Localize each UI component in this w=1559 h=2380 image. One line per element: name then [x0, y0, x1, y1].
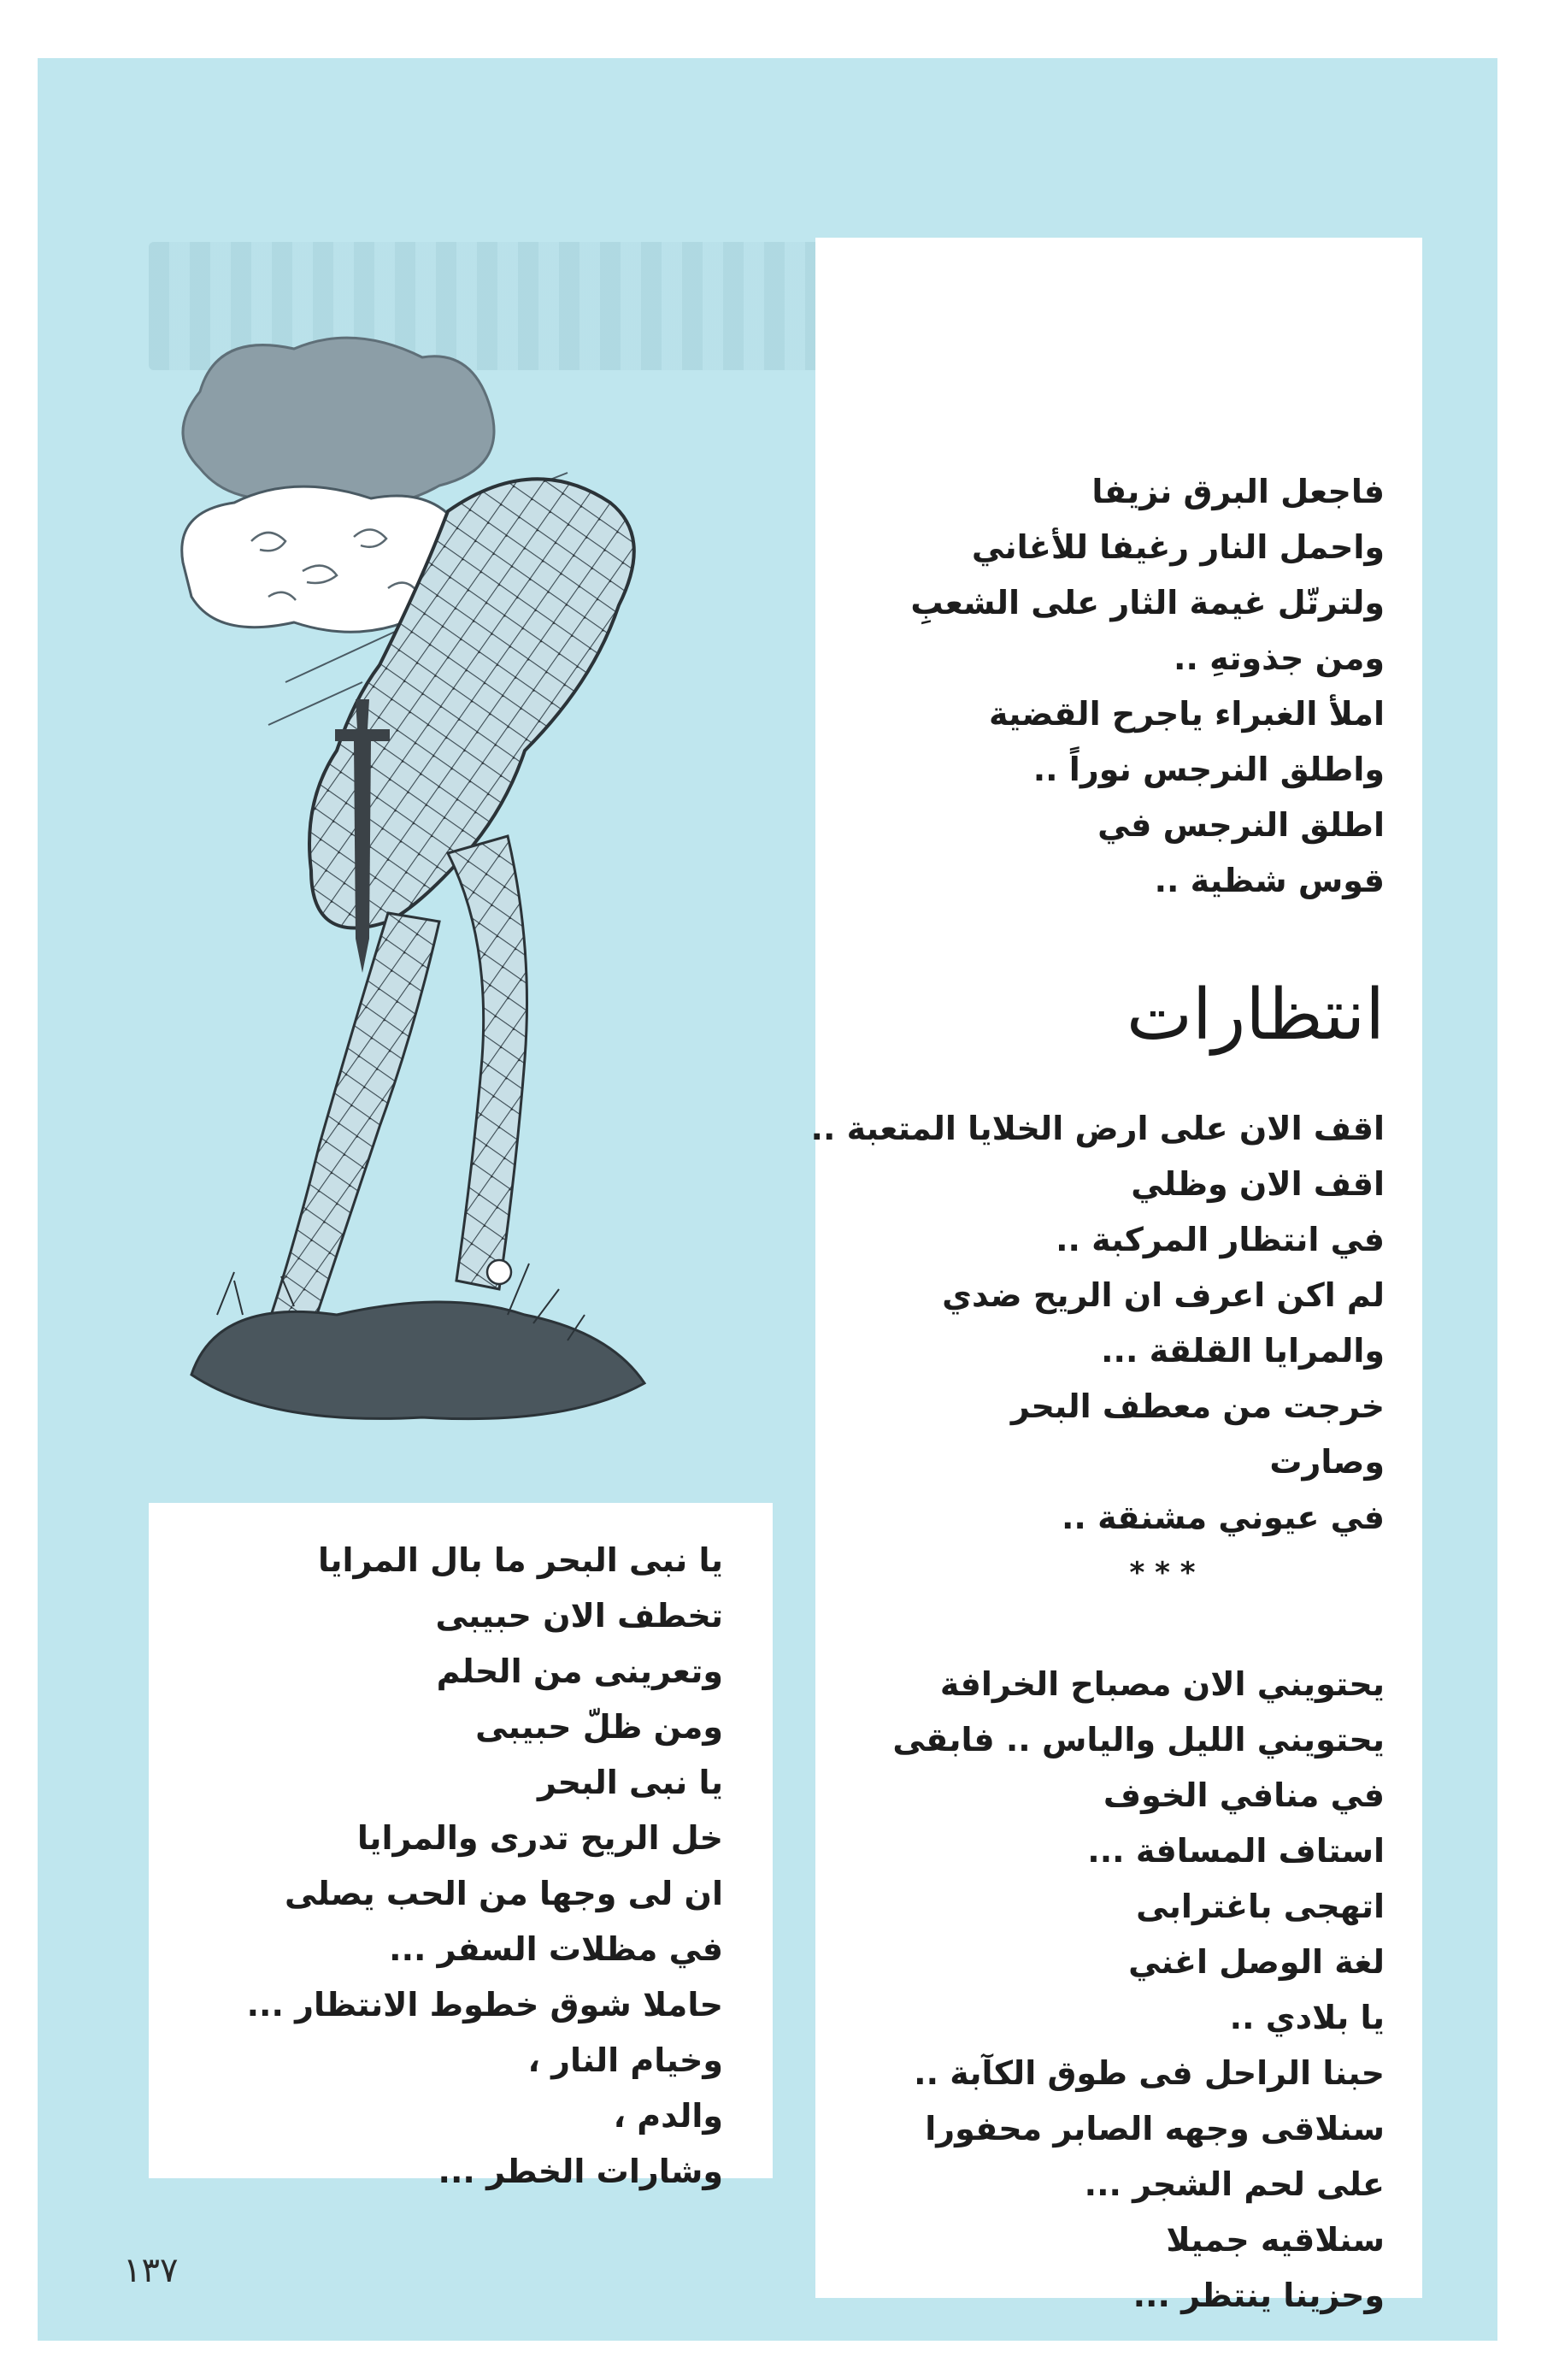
stanza-separator: * * * [1129, 1556, 1196, 1590]
cloud-shape [183, 338, 494, 505]
verse-line: فاجعل البرق نزيفا [1091, 473, 1385, 510]
verse-line: يا بلادي .. [1229, 1999, 1385, 2036]
verse-line: وشارات الخطر ... [438, 2153, 723, 2190]
verse-line: حبنا الراحل فى طوق الكآبة .. [914, 2054, 1385, 2092]
verse-line: واحمل النار رغيفا للأغاني [971, 528, 1385, 566]
verse-line: ولترتّل غيمة الثار على الشعبِ [910, 584, 1385, 622]
flower-icon [487, 1260, 511, 1284]
verse-line: ومن ظلّ حبيبى [475, 1708, 723, 1746]
ground-mound [191, 1302, 644, 1419]
page-number: ١٣٧ [123, 2251, 179, 2290]
verse-line: وتعرينى من الحلم [436, 1652, 723, 1690]
verse-line: والدم ، [613, 2097, 723, 2135]
stanza-left [247, 1533, 723, 2200]
verse-line: واطلق النرجس نوراً .. [1032, 751, 1385, 788]
verse-line: اقف الان وظلي [1131, 1165, 1385, 1203]
verse-line: استاف المسافة ... [1087, 1832, 1385, 1870]
verse-line: وخيام النار ، [527, 2041, 723, 2079]
figure-leg-left [268, 913, 439, 1332]
verse-line: املأ الغبراء ياجرح القضية [988, 695, 1385, 733]
verse-line: ومن جذوتهِ .. [1174, 639, 1385, 677]
page-background [38, 58, 1497, 2341]
verse-line: في انتظار المركبة .. [1056, 1221, 1385, 1258]
verse-line: وحزينا ينتظر ... [1132, 2277, 1385, 2314]
verse-line: اطلق النرجس في [1097, 806, 1385, 844]
verse-line: في مظلات السفر ... [389, 1930, 723, 1968]
verse-line: لغة الوصل اغني [1128, 1943, 1385, 1981]
verse-line: ان لى وجها من الحب يصلى [285, 1875, 723, 1912]
verse-line: في منافي الخوف [1103, 1776, 1385, 1814]
verse-line: لم اكن اعرف ان الريح ضدي [942, 1276, 1385, 1314]
figure-leg-right [448, 836, 527, 1289]
stanza-middle [811, 1101, 1385, 1601]
verse-line: حاملا شوق خطوط الانتظار ... [246, 1986, 723, 2024]
verse-line: وصارت [1269, 1443, 1385, 1481]
verse-line: قوس شظية .. [1154, 862, 1385, 899]
verse-line: يحتويني الان مصباح الخرافة [939, 1665, 1385, 1703]
stanza-top [910, 464, 1385, 909]
poem-title: انتظارات [1126, 975, 1385, 1056]
poem-column-left [149, 1503, 773, 2190]
verse-line: اتهجى باغترابى [1136, 1888, 1385, 1925]
verse-line: سنلاقيه جميلا [1166, 2221, 1385, 2259]
verse-line: سنلاقى وجهه الصابر محفورا [925, 2110, 1385, 2147]
verse-line: والمرايا القلقة ... [1101, 1332, 1385, 1370]
verse-line: يا نبى البحر [537, 1764, 723, 1801]
verse-line: يا نبى البحر ما بال المرايا [317, 1541, 723, 1579]
verse-line: خرجت من معطف البحر [1010, 1387, 1385, 1425]
verse-line: في عيوني مشنقة .. [1062, 1499, 1385, 1536]
verse-line: تخطف الان حبيبى [435, 1597, 723, 1635]
verse-line: خل الريح تدرى والمرايا [356, 1819, 723, 1857]
verse-line: اقف الان على ارض الخلايا المتعبة .. [810, 1110, 1385, 1147]
kuffiyeh-figure-illustration [166, 323, 815, 1486]
poem-column-right [810, 238, 1422, 2314]
verse-line: على لحم الشجر ... [1084, 2165, 1385, 2203]
stanza-bottom-right [892, 1657, 1385, 2324]
verse-line: يحتويني الليل والياس .. فابقى [892, 1721, 1385, 1758]
